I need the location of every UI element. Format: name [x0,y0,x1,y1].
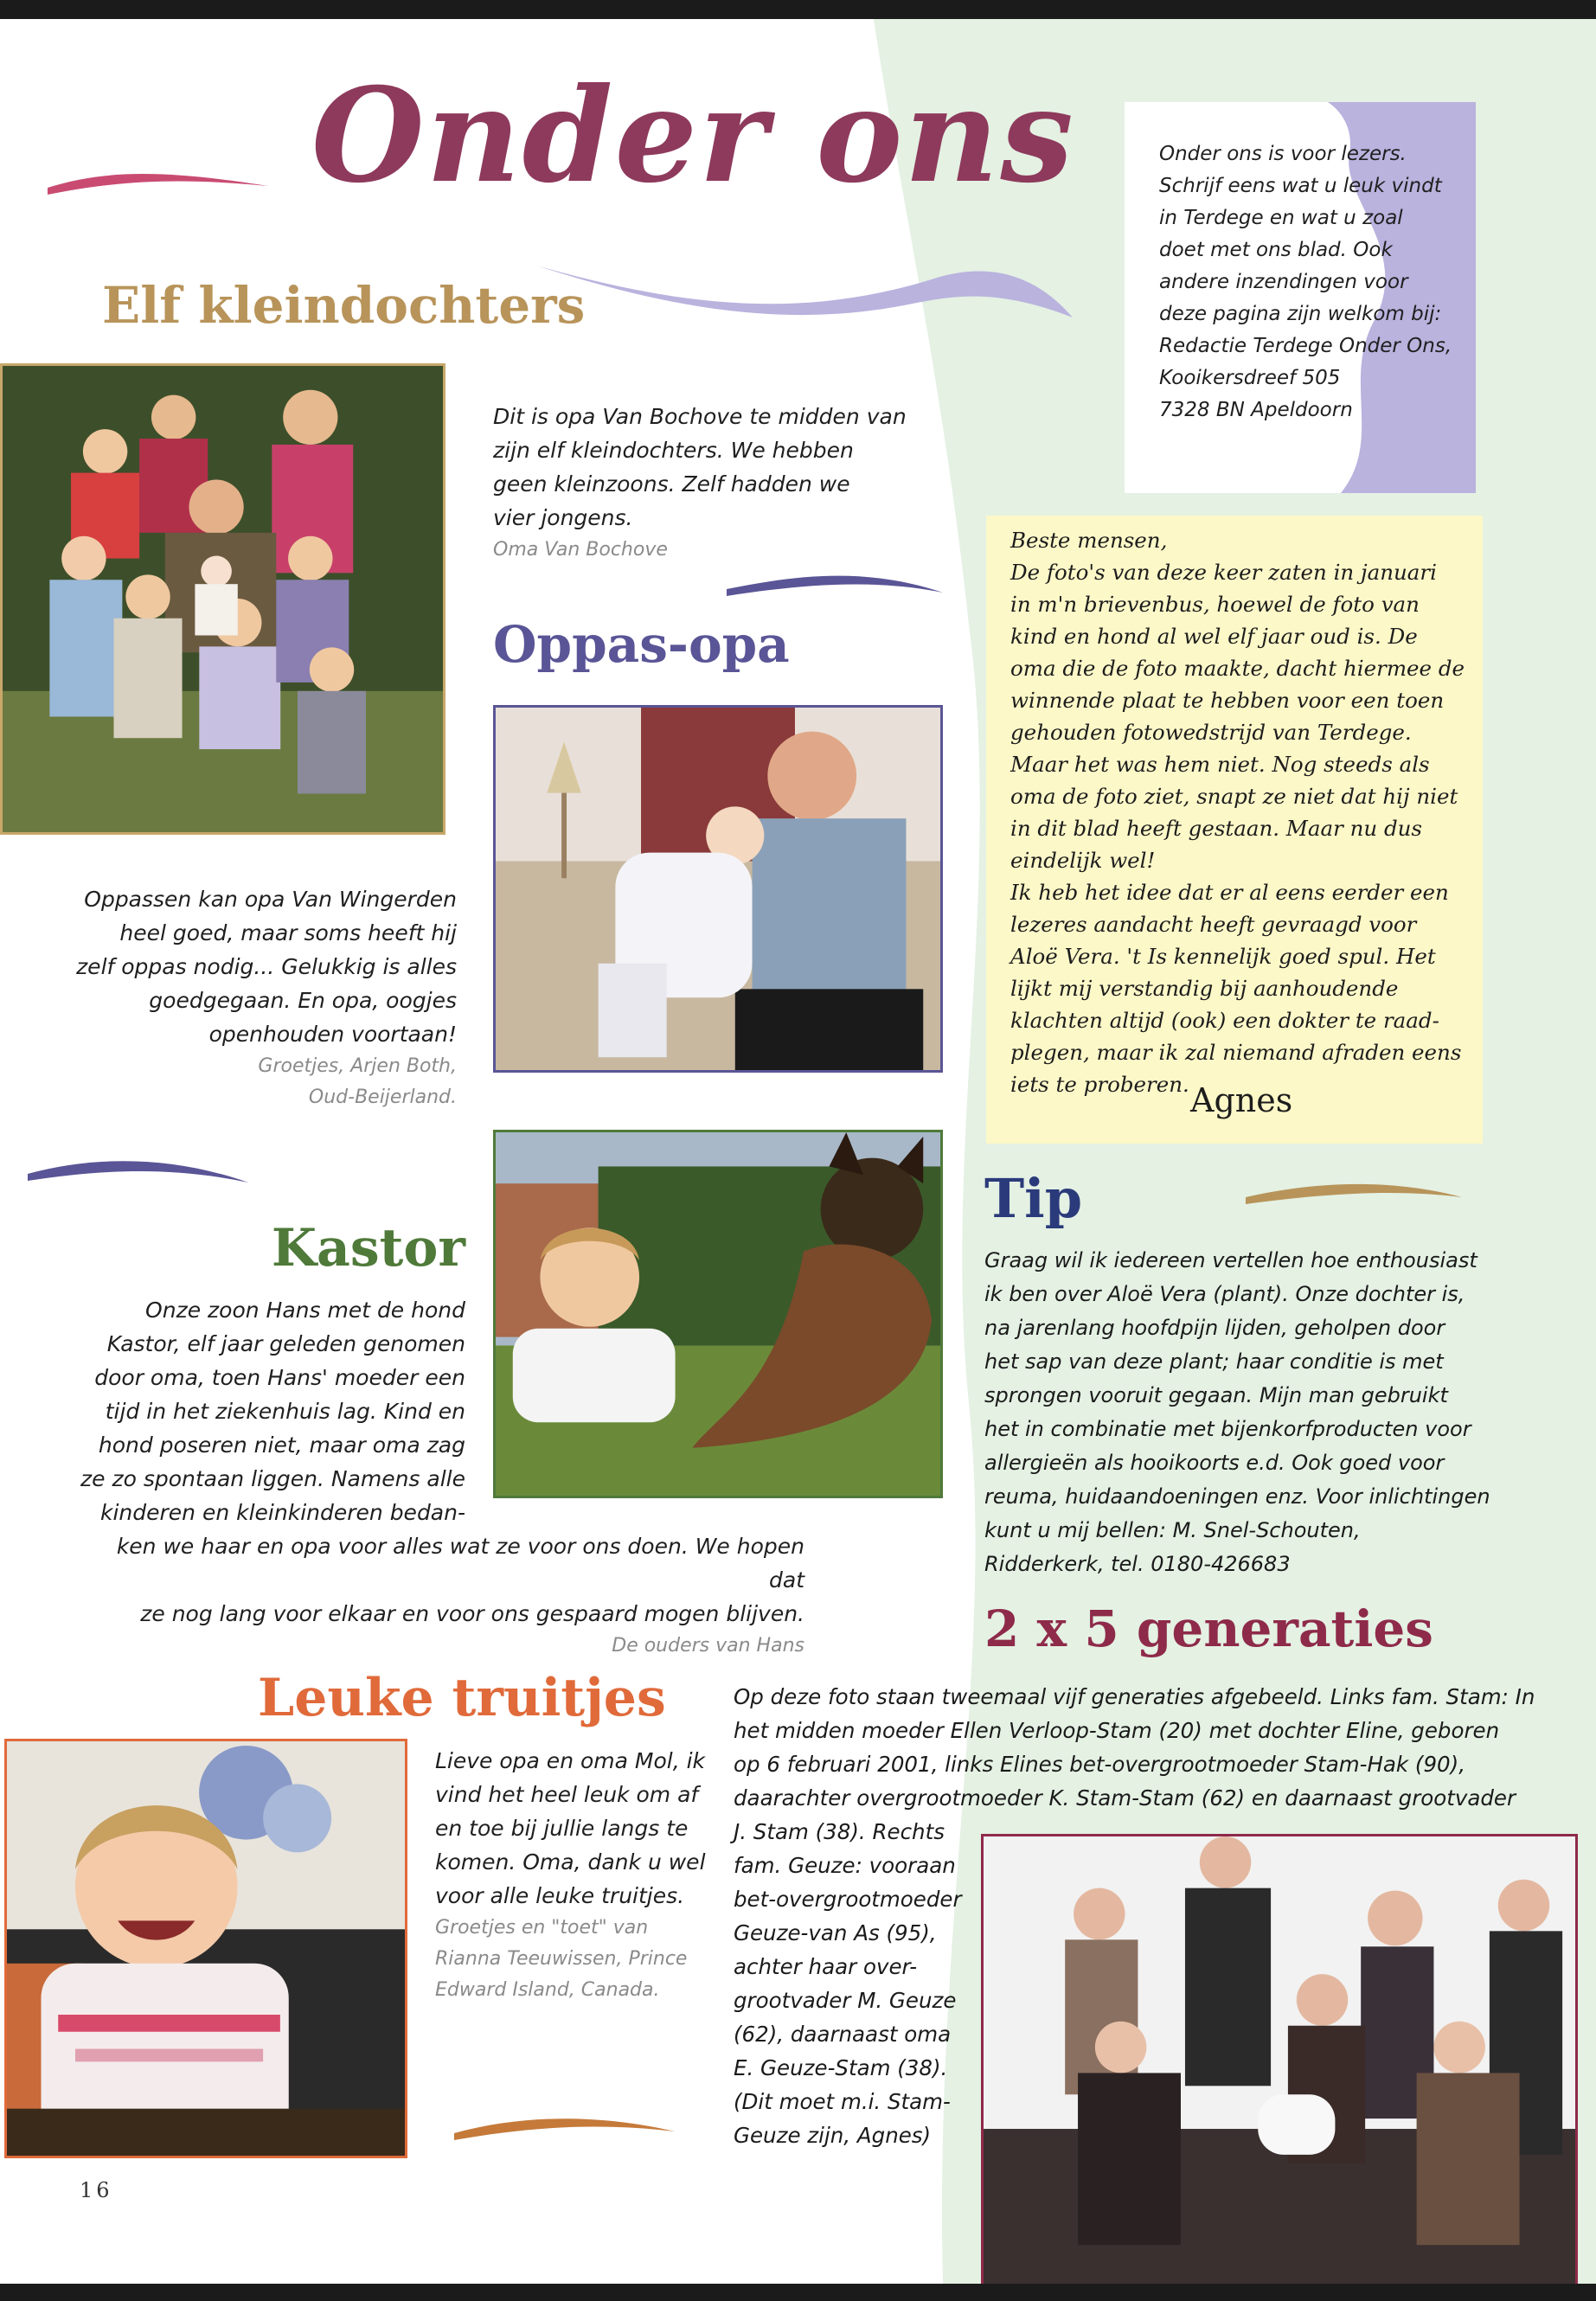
elf-title: Elf kleindochters [102,276,586,335]
letter-line: in m'n brievenbus, hoewel de foto van [1010,592,1420,617]
letter-line: Beste mensen, [1010,528,1168,553]
letter-line: eindelijk wel! [1010,848,1156,873]
letter-line: oma de foto ziet, snapt ze niet dat hij niet [1010,784,1458,809]
kastor-line: Onze zoon Hans met de hond [145,1298,465,1323]
info-line: 7328 BN Apeldoorn [1159,399,1353,421]
letter-line: oma die de foto maakte, dacht hiermee de [1010,656,1465,681]
top-border [0,0,1596,19]
info-line: Redactie Terdege Onder Ons, [1159,335,1452,357]
letter-line: klachten altijd (ook) een dokter te raad- [1010,1008,1439,1033]
truitjes-line: en toe bij jullie langs te [435,1816,689,1841]
gold-swoosh [1246,1178,1462,1213]
kastor-line: ken we haar en opa voor alles wat ze voor ons doen. We hopen dat [116,1534,804,1593]
generaties-line: het midden moeder Ellen Verloop-Stam (20) met dochter Eline, geboren [734,1718,1500,1743]
letter-line: lezeres aandacht heeft gevraagd voor [1010,912,1417,937]
truitjes-credit: Groetjes en "toet" van [435,1917,649,1939]
info-line: andere inzendingen voor [1159,271,1408,293]
oppas-line: goedgegaan. En opa, oogjes [149,988,457,1013]
generaties-photo [981,1834,1578,2284]
oppas-line: Oppassen kan opa Van Wingerden [84,887,457,912]
oppas-opa-photo [493,705,943,1073]
elf-line: Dit is opa Van Bochove te midden van [493,404,907,429]
tip-line: kunt u mij bellen: M. Snel-Schouten, [984,1518,1361,1542]
info-box-text [1159,138,1453,426]
generaties-caption-narrow [734,1815,976,2152]
kastor-line: kinderen en kleinkinderen bedan- [99,1500,465,1525]
generaties-line: Geuze zijn, Agnes) [734,2123,932,2148]
pink-swoosh [48,169,268,203]
blue-swoosh-mid [727,567,943,603]
info-line: doet met ons blad. Ook [1159,239,1393,261]
bottom-border [0,2284,1596,2301]
kastor-line: ze zo spontaan liggen. Namens alle [80,1466,465,1491]
generaties-line: achter haar over- [734,1954,918,1979]
generaties-line: J. Stam (38). Rechts [734,1819,945,1844]
generaties-line: (Dit moet m.i. Stam- [734,2089,951,2114]
generaties-line: Geuze-van As (95), [734,1920,937,1945]
letter-line: winnende plaat te hebben voor een toen [1010,688,1445,713]
oppas-line: zelf oppas nodig... Gelukkig is alles [76,954,457,979]
generaties-line: Op deze foto staan tweemaal vijf generaties afgebeeld. Links fam. Stam: In [734,1684,1535,1709]
tip-line: ik ben over Aloë Vera (plant). Onze dochter is, [984,1282,1465,1306]
letter-line: Maar het was hem niet. Nog steeds als [1010,752,1430,777]
letter-line: Ik heb het idee dat er al eens eerder een [1010,880,1449,905]
blue-swoosh-left [28,1155,248,1191]
kastor-line: Kastor, elf jaar geleden genomen [106,1331,465,1356]
generaties-line: bet-overgrootmoeder [734,1887,962,1912]
letter-box [986,516,1483,1144]
letter-signature: Agnes [1190,1081,1293,1119]
kastor-title: Kastor [271,1218,465,1279]
elf-credit: Oma Van Bochove [493,539,668,561]
tip-line: Graag wil ik iedereen vertellen hoe enthousiast [984,1248,1477,1272]
generaties-line: E. Geuze-Stam (38). [734,2055,948,2080]
letter-line: De foto's van deze keer zaten in januari [1010,560,1437,585]
kastor-caption [78,1293,465,1529]
elf-caption [493,400,943,566]
oppas-title: Oppas-opa [493,615,790,674]
oppas-caption [52,882,457,1113]
tip-line: allergieën als hooikoorts e.d. Ook goed voor [984,1451,1445,1475]
info-line: in Terdege en wat u zoal [1159,207,1403,229]
tip-line: het in combinatie met bijenkorfproducten voor [984,1417,1471,1441]
truitjes-line: vind het heel leuk om af [435,1782,699,1807]
truitjes-line: Lieve opa en oma Mol, ik [435,1748,706,1773]
tip-line: sprongen vooruit gegaan. Mijn man gebruikt [984,1383,1448,1407]
kastor-line: ze nog lang voor elkaar en voor ons gespaard mogen blijven. [140,1601,804,1626]
letter-text [1010,524,1469,1100]
tip-line: Ridderkerk, tel. 0180-426683 [984,1552,1291,1576]
kastor-line: hond poseren niet, maar oma zag [98,1433,465,1458]
elf-line: geen kleinzoons. Zelf hadden we [493,471,850,497]
truitjes-credit: Rianna Teeuwissen, Prince [435,1948,688,1970]
elf-line: vier jongens. [493,505,633,530]
generaties-line: grootvader M. Geuze [734,1988,957,2013]
letter-line: plegen, maar ik zal niemand afraden eens [1010,1040,1462,1065]
letter-line: in dit blad heeft gestaan. Maar nu dus [1010,816,1422,841]
info-box [1125,102,1476,493]
kastor-line: tijd in het ziekenhuis lag. Kind en [105,1399,465,1424]
info-line: Onder ons is voor lezers. [1159,143,1407,165]
kastor-line: door oma, toen Hans' moeder een [94,1365,465,1390]
truitjes-caption [435,1744,721,2006]
kastor-credit: De ouders van Hans [612,1635,804,1657]
oppas-credit: Oud-Beijerland. [308,1086,457,1108]
generaties-title: 2 x 5 generaties [984,1599,1433,1658]
tip-text [984,1244,1538,1581]
leuke-truitjes-photo [4,1739,407,2158]
letter-line: iets te proberen. [1010,1072,1189,1097]
oppas-line: openhouden voortaan! [208,1022,457,1047]
info-line: Kooikersdreef 505 [1159,367,1341,389]
letter-line: lijkt mij verstandig bij aanhoudende [1010,976,1399,1001]
letter-line: Aloë Vera. 't Is kennelijk goed spul. Het [1010,944,1436,969]
tip-line: het sap van deze plant; haar conditie is met [984,1349,1444,1374]
page-number: 16 [80,2178,113,2202]
generaties-line: (62), daarnaast oma [734,2022,952,2047]
info-line: Schrijf eens wat u leuk vindt [1159,175,1442,197]
page-masthead: Onder ons [311,60,1075,212]
truitjes-line: komen. Oma, dank u wel [435,1849,706,1875]
truitjes-credit: Edward Island, Canada. [435,1979,660,2001]
tip-title: Tip [984,1167,1083,1230]
kastor-photo [493,1130,943,1498]
truitjes-title: Leuke truitjes [258,1668,666,1728]
truitjes-line: voor alle leuke truitjes. [435,1883,685,1908]
generaties-line: op 6 februari 2001, links Elines bet-overgrootmoeder Stam-Hak (90), [734,1752,1465,1777]
generaties-line: daarachter overgrootmoeder K. Stam-Stam (62) en daarnaast grootvader [734,1785,1516,1811]
generaties-line: fam. Geuze: vooraan [734,1853,956,1878]
oppas-line: heel goed, maar soms heeft hij [119,920,457,945]
elf-line: zijn elf kleindochters. We hebben [493,438,854,463]
tip-line: reuma, huidaandoeningen enz. Voor inlichtingen [984,1484,1490,1509]
kastor-caption-wide [78,1529,804,1662]
info-line: deze pagina zijn welkom bij: [1159,303,1442,325]
oppas-credit: Groetjes, Arjen Both, [258,1055,457,1077]
letter-line: gehouden fotowedstrijd van Terdege. [1010,720,1412,745]
elf-kleindochters-photo [0,363,445,835]
tip-line: na jarenlang hoofdpijn lijden, geholpen door [984,1316,1445,1340]
orange-swoosh [454,2111,675,2145]
letter-line: kind en hond al wel elf jaar oud is. De [1010,624,1418,649]
generaties-caption-wide [734,1680,1590,1815]
